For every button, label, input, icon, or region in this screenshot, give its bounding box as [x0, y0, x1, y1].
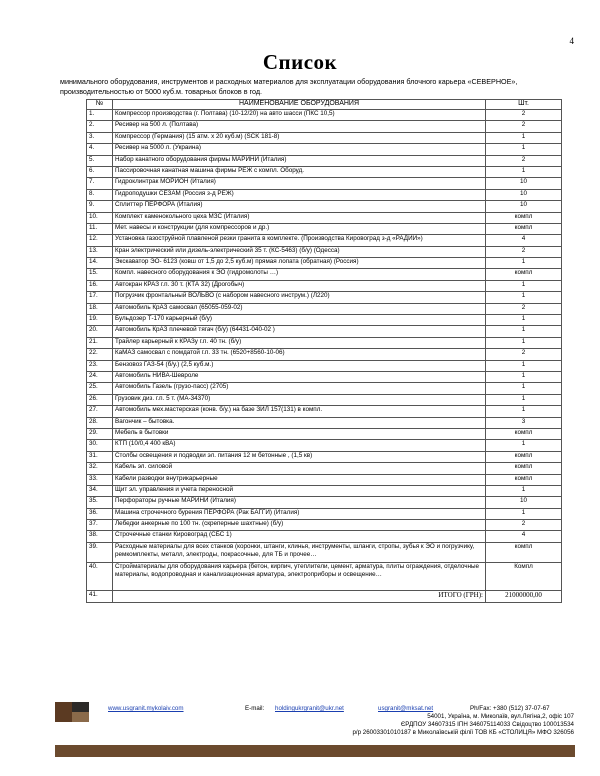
email-label: E-mail:	[245, 705, 265, 712]
row-name: Щит эл. управления и учета переносной	[113, 485, 486, 496]
row-name: Автомобиль Газель (грузо-пасс) (2705)	[113, 383, 486, 394]
row-num: 26.	[87, 394, 113, 405]
row-name: Расходные материалы для всех станков (коронки, штанги, клинья, инструменты, шланги, стропы, зубья к ЭО и погрузчику, ремкомплекты, металл, электроды, покрасочные, для ТБ и прочее…	[113, 542, 486, 562]
row-name: Трайлер карьерный к КРАЗу г.п. 40 тн. (б/у)	[113, 337, 486, 348]
row-num: 22.	[87, 349, 113, 360]
row-num: 9.	[87, 201, 113, 212]
table-row	[87, 417, 562, 428]
table-row	[87, 132, 562, 143]
page-title: Список	[262, 50, 338, 74]
footer-address-block	[352, 713, 574, 736]
row-num: 16.	[87, 280, 113, 291]
table-row	[87, 371, 562, 382]
table-row	[87, 292, 562, 303]
row-name: Перфораторы ручные МАРИНИ (Италия)	[113, 497, 486, 508]
table-row	[87, 189, 562, 200]
row-name: Кабели разводки внутрикарьерные	[113, 474, 486, 485]
row-name: Стройматериалы для оборудования карьера (бетон, кирпич, утеплители, цемент, арматура, плиты ограждения, отделочные материалы, водопроводная и канализационная арматура, электроприборы и освещение…	[113, 562, 486, 590]
row-qty: 1	[486, 394, 562, 405]
row-name: Бензовоз ГАЗ-54 (б/у.) (2,5 куб.м.)	[113, 360, 486, 371]
row-num: 35.	[87, 497, 113, 508]
table-body	[87, 110, 562, 603]
row-qty: 10	[486, 178, 562, 189]
row-qty: 10	[486, 189, 562, 200]
table-row	[87, 474, 562, 485]
row-qty: 4	[486, 531, 562, 542]
row-name: Набор канатного оборудования фирмы МАРИНИ (Италия)	[113, 155, 486, 166]
row-num: 28.	[87, 417, 113, 428]
row-num: 10.	[87, 212, 113, 223]
row-qty: 1	[486, 508, 562, 519]
phone-fax: Ph/Fax: +380 (512) 37-07-67	[470, 705, 550, 712]
row-num: 8.	[87, 189, 113, 200]
row-num: 34.	[87, 485, 113, 496]
row-name: Компл. навесного оборудования к ЭО (гидромолоты …)	[113, 269, 486, 280]
row-qty: 2	[486, 520, 562, 531]
table-row	[87, 269, 562, 280]
row-name: КаМАЗ самосвал с помдатой г.п. 33 тн. (6520+8560-10-06)	[113, 349, 486, 360]
row-name: Вагончик – бытовка.	[113, 417, 486, 428]
table-row	[87, 201, 562, 212]
row-qty: компл	[486, 212, 562, 223]
table-row	[87, 508, 562, 519]
row-num: 12.	[87, 235, 113, 246]
table-row	[87, 542, 562, 562]
table-row	[87, 451, 562, 462]
row-qty: компл	[486, 223, 562, 234]
total-num: 41.	[87, 590, 113, 602]
row-num: 24.	[87, 371, 113, 382]
row-num: 20.	[87, 326, 113, 337]
row-qty: 2	[486, 155, 562, 166]
row-qty: 1	[486, 406, 562, 417]
header-name: НАИМЕНОВАНИЕ ОБОРУДОВАНИЯ	[113, 100, 486, 110]
row-num: 31.	[87, 451, 113, 462]
row-name: Экскаватор ЭО- 6123 (ковш от 1,5 до 2,5 куб.м) прямая лопата (обратная) (Россия)	[113, 258, 486, 269]
row-num: 38.	[87, 531, 113, 542]
row-qty: компл	[486, 542, 562, 562]
row-name: Погрузчик фронтальный ВОЛЬВО (с набором навесного инструм.) (Л220)	[113, 292, 486, 303]
row-qty: 10	[486, 497, 562, 508]
table-header-row	[87, 100, 562, 110]
row-num: 27.	[87, 406, 113, 417]
table-row	[87, 383, 562, 394]
row-qty: 4	[486, 235, 562, 246]
row-qty: 2	[486, 303, 562, 314]
row-name: Столбы освещения и подводки эл. питания 12 м бетонные , (1,5 кв)	[113, 451, 486, 462]
row-name: Пассировочная канатная машина фирмы РЕЖ с компл. Оборуд.	[113, 166, 486, 177]
email-link-2[interactable]: usgranit@mksat.net	[378, 705, 434, 712]
table-row	[87, 166, 562, 177]
table-row	[87, 428, 562, 439]
row-num: 40.	[87, 562, 113, 590]
row-name: Автомобиль НИВА-Шевроле	[113, 371, 486, 382]
table-row	[87, 485, 562, 496]
row-num: 19.	[87, 315, 113, 326]
row-num: 29.	[87, 428, 113, 439]
row-qty: 10	[486, 201, 562, 212]
website-link[interactable]: www.usgranit.mykolaiv.com	[108, 705, 184, 712]
table-row	[87, 463, 562, 474]
company-logo	[55, 702, 89, 722]
address: 54001, Україна, м. Миколаїв, вул.Лягіна,2, офіс 107	[427, 713, 574, 720]
row-num: 21.	[87, 337, 113, 348]
row-name: Компрессор производства (г. Полтава) (10-12/20) на авто шасси (ПКС 10,5)	[113, 110, 486, 121]
row-qty: компл	[486, 269, 562, 280]
total-value: 21000000,00	[486, 590, 562, 602]
row-num: 32.	[87, 463, 113, 474]
row-num: 33.	[87, 474, 113, 485]
table-row	[87, 520, 562, 531]
table-row	[87, 110, 562, 121]
table-row	[87, 121, 562, 132]
registration-codes: ЄРДПОУ 34607315 ІПН 346075114033 Свідоцтво 100013534	[400, 720, 574, 728]
table-row	[87, 406, 562, 417]
table-row	[87, 360, 562, 371]
row-num: 37.	[87, 520, 113, 531]
row-name: Установка газоструйной плавленой резки гранита в комплекте. (Производства Кировоград з-д «РАДИЙ»)	[113, 235, 486, 246]
table-row	[87, 497, 562, 508]
row-name: Компрессор (Германия) (15 атм. х 20 куб.м) (SCK 181-8)	[113, 132, 486, 143]
table-row	[87, 258, 562, 269]
table-row	[87, 223, 562, 234]
total-label: ИТОГО (ГРН):	[113, 590, 486, 602]
row-qty: 1	[486, 383, 562, 394]
header-qty: Шт.	[486, 100, 562, 110]
row-qty: 1	[486, 166, 562, 177]
row-qty: 1	[486, 371, 562, 382]
row-qty: 1	[486, 132, 562, 143]
row-qty: 3	[486, 417, 562, 428]
row-num: 25.	[87, 383, 113, 394]
table-row	[87, 315, 562, 326]
row-name: КТП (10/0,4 400 кВА)	[113, 440, 486, 451]
table-row	[87, 246, 562, 257]
row-num: 11.	[87, 223, 113, 234]
row-num: 14.	[87, 258, 113, 269]
row-name: Автомобиль КрАЗ плечевой тягач (б/у) (64431-040-02 )	[113, 326, 486, 337]
row-qty: 2	[486, 246, 562, 257]
row-name: Лебедки анкерные по 100 тн. (скреперные шахтные) (б/у)	[113, 520, 486, 531]
table-row	[87, 212, 562, 223]
row-name: Строчечные станки Кировоград (СБС 1)	[113, 531, 486, 542]
row-name: Комплект каменокольного цеха МЗС (Италия)	[113, 212, 486, 223]
row-name: Ресивер на 5000 л. (Украина)	[113, 144, 486, 155]
table-row	[87, 440, 562, 451]
row-qty: 1	[486, 315, 562, 326]
footer-bar	[55, 745, 575, 757]
row-num: 15.	[87, 269, 113, 280]
header-num: №	[87, 100, 113, 110]
row-num: 6.	[87, 166, 113, 177]
row-name: Ресивер на 500 л. (Полтава)	[113, 121, 486, 132]
row-num: 5.	[87, 155, 113, 166]
row-name: Автомобиль КрАЗ самосвал (65055-059-02)	[113, 303, 486, 314]
total-row	[87, 590, 562, 602]
page-number: 4	[569, 36, 574, 46]
row-qty: компл	[486, 474, 562, 485]
equipment-table	[86, 99, 562, 603]
row-qty: 1	[486, 144, 562, 155]
row-num: 39.	[87, 542, 113, 562]
row-name: Автомобиль мех.мастерская (конв. б/у.) на базе ЗИЛ 157(131) в компл.	[113, 406, 486, 417]
table-row	[87, 349, 562, 360]
row-qty: компл	[486, 451, 562, 462]
row-num: 13.	[87, 246, 113, 257]
row-name: Гидроклинтрак МОРИОН (Италия)	[113, 178, 486, 189]
row-name: Грузовик диз. г.п. 5 т. (МА-34370)	[113, 394, 486, 405]
bank-details: р/р 26003301010187 в Миколаївській філії ТОВ КБ «СТОЛИЦЯ» МФО 326056	[352, 728, 574, 736]
row-name: Бульдозер Т-170 карьерный (б/у)	[113, 315, 486, 326]
row-qty: 1	[486, 440, 562, 451]
row-num: 23.	[87, 360, 113, 371]
row-qty: 2	[486, 121, 562, 132]
row-num: 18.	[87, 303, 113, 314]
table-row	[87, 562, 562, 590]
row-qty: компл	[486, 428, 562, 439]
row-qty: 1	[486, 485, 562, 496]
table-row	[87, 280, 562, 291]
table-row	[87, 235, 562, 246]
table-row	[87, 178, 562, 189]
row-qty: 2	[486, 110, 562, 121]
row-qty: 1	[486, 280, 562, 291]
row-qty: 1	[486, 258, 562, 269]
row-num: 36.	[87, 508, 113, 519]
row-name: Гидроподушки СЕЗАМ (Россия з-д РЕЖ)	[113, 189, 486, 200]
row-num: 7.	[87, 178, 113, 189]
row-num: 4.	[87, 144, 113, 155]
row-name: Сплиттер ПЕРФОРА (Италия)	[113, 201, 486, 212]
table-row	[87, 155, 562, 166]
row-name: Мебель в бытовки	[113, 428, 486, 439]
row-qty: Компл	[486, 562, 562, 590]
row-qty: 1	[486, 292, 562, 303]
subtitle-line-1: минимального оборудования, инструментов и расходных материалов для эксплуатации оборудования блочного карьера «СЕВЕРНОЕ»,	[60, 77, 518, 86]
row-num: 17.	[87, 292, 113, 303]
row-qty: 1	[486, 360, 562, 371]
row-num: 30.	[87, 440, 113, 451]
row-name: Мет. навесы и конструкции (для компрессоров и др.)	[113, 223, 486, 234]
subtitle-line-2: производительностью от 5000 куб.м. товарных блоков в год.	[60, 86, 263, 96]
row-name: Кабель эл. силовой	[113, 463, 486, 474]
row-num: 1.	[87, 110, 113, 121]
row-name: Машина строчечного бурения ПЕРФОРА (Рак БАГГИ) (Италия)	[113, 508, 486, 519]
table-row	[87, 144, 562, 155]
subtitle	[60, 77, 580, 96]
table-row	[87, 303, 562, 314]
row-name: Кран электрический или дизель-электрический 35 т. (КС-5463) (б/у) (Одесса)	[113, 246, 486, 257]
email-link-1[interactable]: holdingukrgranit@ukr.net	[275, 705, 344, 712]
row-qty: 2	[486, 349, 562, 360]
row-num: 2.	[87, 121, 113, 132]
row-name: Автокран КРАЗ г.п. 30 т. (КТА 32) (Дрогобыч)	[113, 280, 486, 291]
row-qty: 1	[486, 326, 562, 337]
row-qty: 1	[486, 337, 562, 348]
row-qty: компл	[486, 463, 562, 474]
table-row	[87, 326, 562, 337]
table-row	[87, 394, 562, 405]
table-row	[87, 337, 562, 348]
table-row	[87, 531, 562, 542]
row-num: 3.	[87, 132, 113, 143]
